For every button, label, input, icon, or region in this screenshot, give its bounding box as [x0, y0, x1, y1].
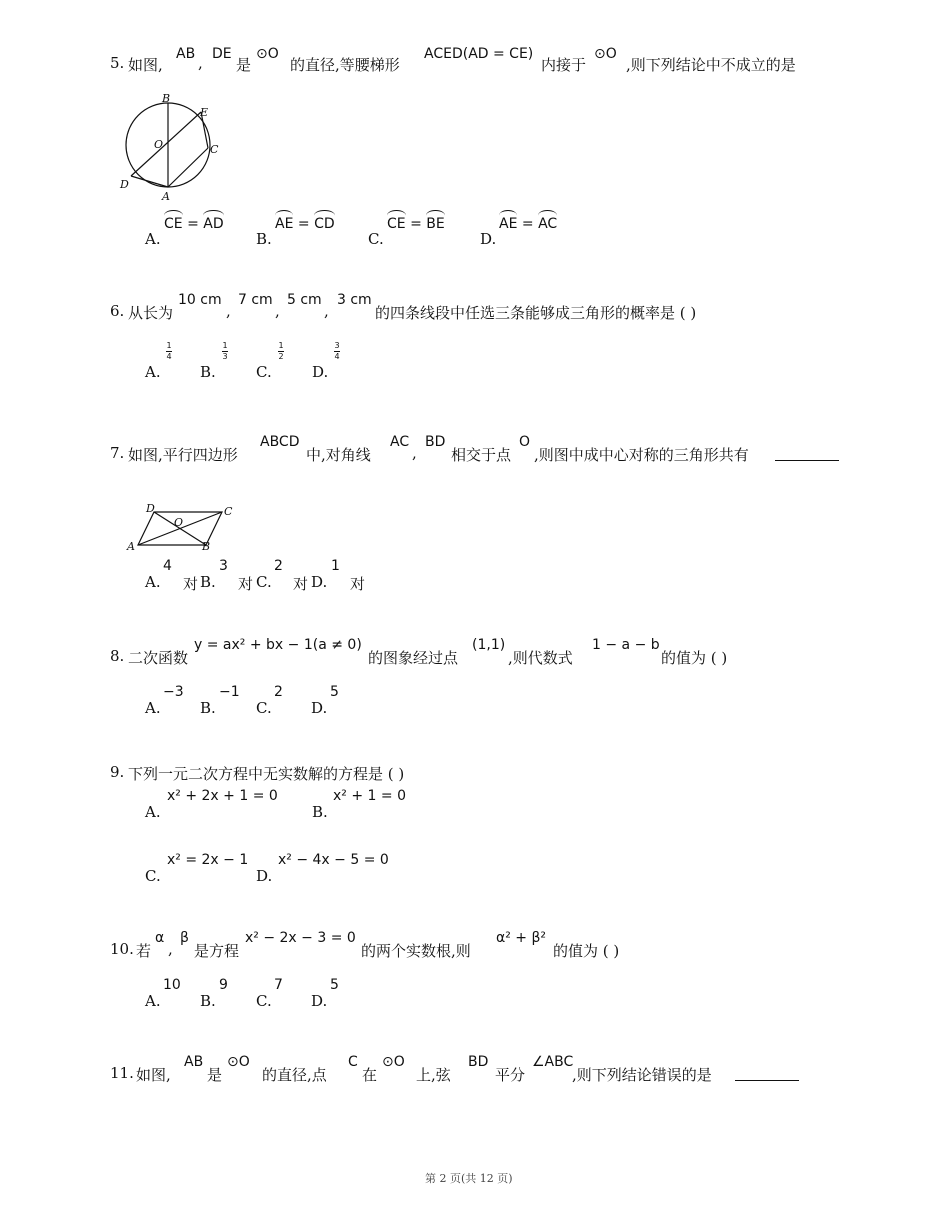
- q9-option-a-equation: x² + 2x + 1 = 0: [167, 788, 278, 804]
- q10-math-alpha: α: [155, 930, 165, 946]
- q10-option-a-value: 10: [163, 977, 181, 993]
- q7-prefix: 如图,平行四边形: [128, 446, 238, 464]
- q10-math-beta: β: [180, 930, 189, 946]
- q9-option-b-equation: x² + 1 = 0: [333, 788, 406, 804]
- q5-text-2: 是: [236, 56, 252, 74]
- q7-option-c-unit: 对: [293, 575, 309, 593]
- q5-c-arc-left: CE: [387, 216, 406, 232]
- q7-option-a-unit: 对: [183, 575, 199, 593]
- q10-option-b-value: 9: [219, 977, 228, 993]
- q7-option-c-letter: C.: [256, 573, 272, 591]
- q11-number: 11.: [110, 1064, 134, 1082]
- q11-text-6: 平分: [495, 1066, 526, 1084]
- label-o: O: [174, 516, 184, 529]
- q11-answer-blank[interactable]: [735, 1079, 799, 1081]
- q9-option-d-equation: x² − 4x − 5 = 0: [278, 852, 389, 868]
- q8-math-point: (1,1): [472, 637, 506, 653]
- q11-math-ab: AB: [184, 1054, 204, 1070]
- diameter-de: [131, 112, 201, 176]
- q11-text-2: 是: [207, 1066, 223, 1084]
- q6-option-b-fraction: [222, 342, 228, 361]
- q10-option-d-value: 5: [330, 977, 339, 993]
- q8-option-d-letter: D.: [311, 699, 328, 717]
- num: 1: [278, 341, 284, 350]
- label-d: D: [146, 502, 155, 515]
- q11-text-4: 在: [362, 1066, 378, 1084]
- q10-option-c-value: 7: [274, 977, 283, 993]
- q9-option-c-equation: x² = 2x − 1: [167, 852, 249, 868]
- q5-option-d-letter: D.: [480, 230, 497, 248]
- q9-option-b-letter: B.: [312, 803, 328, 821]
- q6-option-d-fraction: [334, 342, 340, 361]
- label-a: A: [162, 190, 170, 203]
- q8-text-3: ,则代数式: [508, 649, 573, 667]
- q6-length-3: 5 cm: [287, 292, 322, 308]
- q10-option-b-letter: B.: [200, 992, 216, 1010]
- q6-number: 6.: [110, 302, 125, 320]
- q10-sep: ,: [168, 940, 173, 958]
- q7-math-o: O: [519, 434, 531, 450]
- den: 4: [334, 352, 340, 361]
- q5-option-c-letter: C.: [368, 230, 384, 248]
- q10-option-d-letter: D.: [311, 992, 328, 1010]
- q11-math-bd: BD: [468, 1054, 489, 1070]
- q5-sep: ,: [198, 54, 203, 72]
- q5-d-eq: =: [521, 216, 534, 232]
- label-c: C: [210, 143, 219, 156]
- q8-option-a-letter: A.: [145, 699, 161, 717]
- q7-text-3: 相交于点: [451, 446, 512, 464]
- label-c: C: [224, 505, 233, 518]
- q7-answer-blank[interactable]: [775, 459, 839, 461]
- q7-sep: ,: [412, 444, 417, 462]
- q8-option-d-value: 5: [330, 684, 339, 700]
- q8-option-b-letter: B.: [200, 699, 216, 717]
- q10-text-4: 的值为 ( ): [553, 942, 620, 960]
- q9-text: 下列一元二次方程中无实数解的方程是 ( ): [128, 765, 405, 783]
- q5-a-arc-left: CE: [164, 216, 183, 232]
- q6-sep-1: ,: [226, 302, 231, 320]
- q6-option-c-fraction: [278, 342, 284, 361]
- q8-option-a-value: −3: [163, 684, 184, 700]
- q5-c-eq: =: [410, 216, 422, 232]
- q10-text-3: 的两个实数根,则: [361, 942, 471, 960]
- q9-option-c-letter: C.: [145, 867, 161, 885]
- label-a: A: [127, 540, 135, 553]
- num: 1: [222, 341, 228, 350]
- q10-math-equation: x² − 2x − 3 = 0: [245, 930, 356, 946]
- q6-length-1: 10 cm: [178, 292, 222, 308]
- q5-text-5: ,则下列结论中不成立的是: [626, 56, 796, 74]
- q7-option-a-letter: A.: [145, 573, 161, 591]
- q7-math-bd: BD: [425, 434, 446, 450]
- q10-option-c-letter: C.: [256, 992, 272, 1010]
- q5-math-de: DE: [212, 46, 232, 62]
- q5-number: 5.: [110, 54, 125, 72]
- q7-option-b-value: 3: [219, 558, 228, 574]
- q7-option-d-letter: D.: [311, 573, 328, 591]
- q11-text-3: 的直径,点: [262, 1066, 327, 1084]
- q5-math-ab: AB: [176, 46, 196, 62]
- q9-option-a-letter: A.: [145, 803, 161, 821]
- q10-prefix: 若: [136, 942, 152, 960]
- q7-text-2: 中,对角线: [306, 446, 371, 464]
- q10-number: 10.: [110, 940, 134, 958]
- q8-option-b-value: −1: [219, 684, 240, 700]
- q5-prefix: 如图,: [128, 56, 163, 74]
- chord-ac: [168, 148, 208, 187]
- q5-c-arc-right: BE: [426, 216, 445, 232]
- q11-circle-o-2: ⊙O: [382, 1054, 405, 1070]
- q7-option-b-unit: 对: [238, 575, 254, 593]
- q11-text-5: 上,弦: [416, 1066, 451, 1084]
- den: 3: [222, 352, 228, 361]
- label-o: O: [154, 138, 164, 151]
- q5-circle-figure: [118, 90, 228, 206]
- q5-d-arc-left: AE: [499, 216, 518, 232]
- num: 1: [166, 341, 172, 350]
- q6-option-a-letter: A.: [145, 363, 161, 381]
- q11-math-c: C: [348, 1054, 358, 1070]
- q6-option-a-fraction: [166, 342, 172, 361]
- q5-circle-o-1: ⊙O: [256, 46, 279, 62]
- q7-option-b-letter: B.: [200, 573, 216, 591]
- q10-math-sum-squares: α² + β²: [496, 930, 547, 946]
- q5-math-trapezoid: ACED(AD = CE): [424, 46, 534, 62]
- q5-d-arc-right: AC: [538, 216, 558, 232]
- q7-math-abcd: ABCD: [260, 434, 300, 450]
- q11-prefix: 如图,: [136, 1066, 171, 1084]
- q7-math-ac: AC: [390, 434, 410, 450]
- q9-option-d-letter: D.: [256, 867, 273, 885]
- q5-a-arc-right: AD: [203, 216, 224, 232]
- q8-math-expression: 1 − a − b: [592, 637, 660, 653]
- q11-text-7: ,则下列结论错误的是: [572, 1066, 712, 1084]
- q6-length-4: 3 cm: [337, 292, 372, 308]
- q7-text-4: ,则图中成中心对称的三角形共有: [534, 446, 749, 464]
- q8-option-c-value: 2: [274, 684, 283, 700]
- q11-math-angle-abc: ∠ABC: [532, 1054, 574, 1070]
- q6-sep-2: ,: [275, 302, 280, 320]
- q10-text-2: 是方程: [194, 942, 240, 960]
- q6-option-d-letter: D.: [312, 363, 329, 381]
- q10-option-a-letter: A.: [145, 992, 161, 1010]
- q8-text-4: 的值为 ( ): [661, 649, 728, 667]
- label-d: D: [120, 178, 129, 191]
- q5-b-arc-right: CD: [314, 216, 335, 232]
- q7-option-c-value: 2: [274, 558, 283, 574]
- q5-text-3: 的直径,等腰梯形: [290, 56, 400, 74]
- q7-number: 7.: [110, 444, 125, 462]
- q7-option-a-value: 4: [163, 558, 172, 574]
- q6-length-2: 7 cm: [238, 292, 273, 308]
- q8-text-2: 的图象经过点: [368, 649, 459, 667]
- q5-text-4: 内接于: [541, 56, 587, 74]
- q7-option-d-value: 1: [331, 558, 340, 574]
- q5-option-a-letter: A.: [145, 230, 161, 248]
- q8-prefix: 二次函数: [128, 649, 189, 667]
- q8-option-c-letter: C.: [256, 699, 272, 717]
- den: 4: [166, 352, 172, 361]
- q5-circle-o-2: ⊙O: [594, 46, 617, 62]
- label-b: B: [162, 92, 171, 105]
- chord-ad: [131, 176, 168, 187]
- page-footer: 第 2 页(共 12 页): [425, 1172, 513, 1185]
- q5-option-b-letter: B.: [256, 230, 272, 248]
- q6-sep-3: ,: [324, 302, 329, 320]
- den: 2: [278, 352, 284, 361]
- q7-option-d-unit: 对: [350, 575, 366, 593]
- num: 3: [334, 341, 340, 350]
- q5-a-eq: =: [187, 216, 199, 232]
- q8-math-function: y = ax² + bx − 1(a ≠ 0): [194, 637, 362, 653]
- q9-number: 9.: [110, 763, 125, 781]
- q6-suffix: 的四条线段中任选三条能够成三角形的概率是 ( ): [375, 304, 697, 322]
- q7-parallelogram-figure: [124, 502, 240, 554]
- q5-b-arc-left: AE: [275, 216, 294, 232]
- q5-b-eq: =: [297, 216, 310, 232]
- q8-number: 8.: [110, 647, 125, 665]
- q11-circle-o-1: ⊙O: [227, 1054, 250, 1070]
- q6-option-c-letter: C.: [256, 363, 272, 381]
- q6-prefix: 从长为: [128, 304, 174, 322]
- label-b: B: [202, 540, 211, 553]
- q6-option-b-letter: B.: [200, 363, 216, 381]
- label-e: E: [200, 106, 209, 119]
